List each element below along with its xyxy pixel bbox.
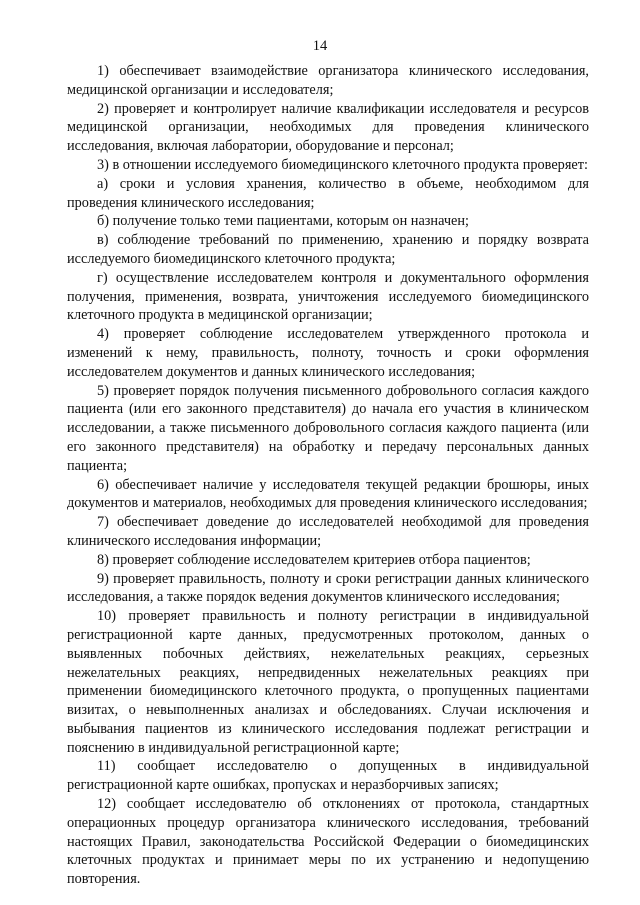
- document-body: [67, 62, 589, 889]
- paragraph: 12) сообщает исследователю об отклонениях от протокола, стандартных операционных процедур организатора клинического исследования, требований настоящих Правил, законодательства Российской Федерации о биомедицинских клеточных продуктах и принимает меры по их устранению и недопущению повторения.: [67, 796, 589, 888]
- paragraph: 10) проверяет правильность и полноту регистрации в индивидуальной регистрационной карте данных, предусмотренных протоколом, данных о выявленных побочных действиях, нежелательных реакциях, серьезных нежелательных реакциях, непредвиденных нежелательных реакциях при применении биомедицинского клеточного продукта, о пропущенных пациентами визитах, о невыполненных анализах и обследованиях. Случаи исключения и выбывания пациентов из клинического исследования подлежат регистрации и пояснению в индивидуальной регистрационной карте;: [67, 608, 589, 756]
- paragraph: г) осуществление исследователем контроля и документального оформления получения, применения, возврата, уничтожения исследуемого биомедицинского клеточного продукта в медицинской организации;: [67, 269, 589, 324]
- paragraph: 2) проверяет и контролирует наличие квалификации исследователя и ресурсов медицинской организации, необходимых для проведения клинического исследования, включая лаборатории, оборудование и персонал;: [67, 100, 589, 155]
- paragraph: б) получение только теми пациентами, которым он назначен;: [97, 213, 470, 230]
- paragraph: 9) проверяет правильность, полноту и сроки регистрации данных клинического исследования, а также порядок ведения документов клинического исследования;: [67, 570, 589, 606]
- paragraph: 7) обеспечивает доведение до исследователей необходимой для проведения клинического исследования информации;: [67, 514, 589, 549]
- paragraph: 6) обеспечивает наличие у исследователя текущей редакции брошюры, иных документов и материалов, необходимых для проведения клинического исследования;: [67, 476, 589, 512]
- paragraph: 11) сообщает исследователю о допущенных в индивидуальной регистрационной карте ошибках, пропусках и неразборчивых записях;: [67, 758, 589, 794]
- paragraph: 3) в отношении исследуемого биомедицинского клеточного продукта проверяет:: [97, 156, 588, 173]
- paragraph: в) соблюдение требований по применению, хранению и порядку возврата исследуемого биомедицинского клеточного продукта;: [67, 232, 589, 267]
- paragraph: а) сроки и условия хранения, количество в объеме, необходимом для проведения клинического исследования;: [67, 175, 589, 211]
- paragraph: 1) обеспечивает взаимодействие организатора клинического исследования, медицинской организации и исследователя;: [67, 63, 589, 98]
- page-number: 14: [312, 38, 328, 54]
- paragraph: 8) проверяет соблюдение исследователем критериев отбора пациентов;: [97, 551, 531, 568]
- paragraph: 5) проверяет порядок получения письменного добровольного согласия каждого пациента (или его законного представителя) до начала его участия в клиническом исследовании, а также письменного добровольного согласия каждого пациента (или его законного представителя) на обработку и передачу персональных данных пациента;: [67, 382, 589, 474]
- paragraph: 4) проверяет соблюдение исследователем утвержденного протокола и изменений к нему, правильность, полноту, точность и сроки оформления исследователем документов и данных клинического исследования;: [67, 326, 589, 380]
